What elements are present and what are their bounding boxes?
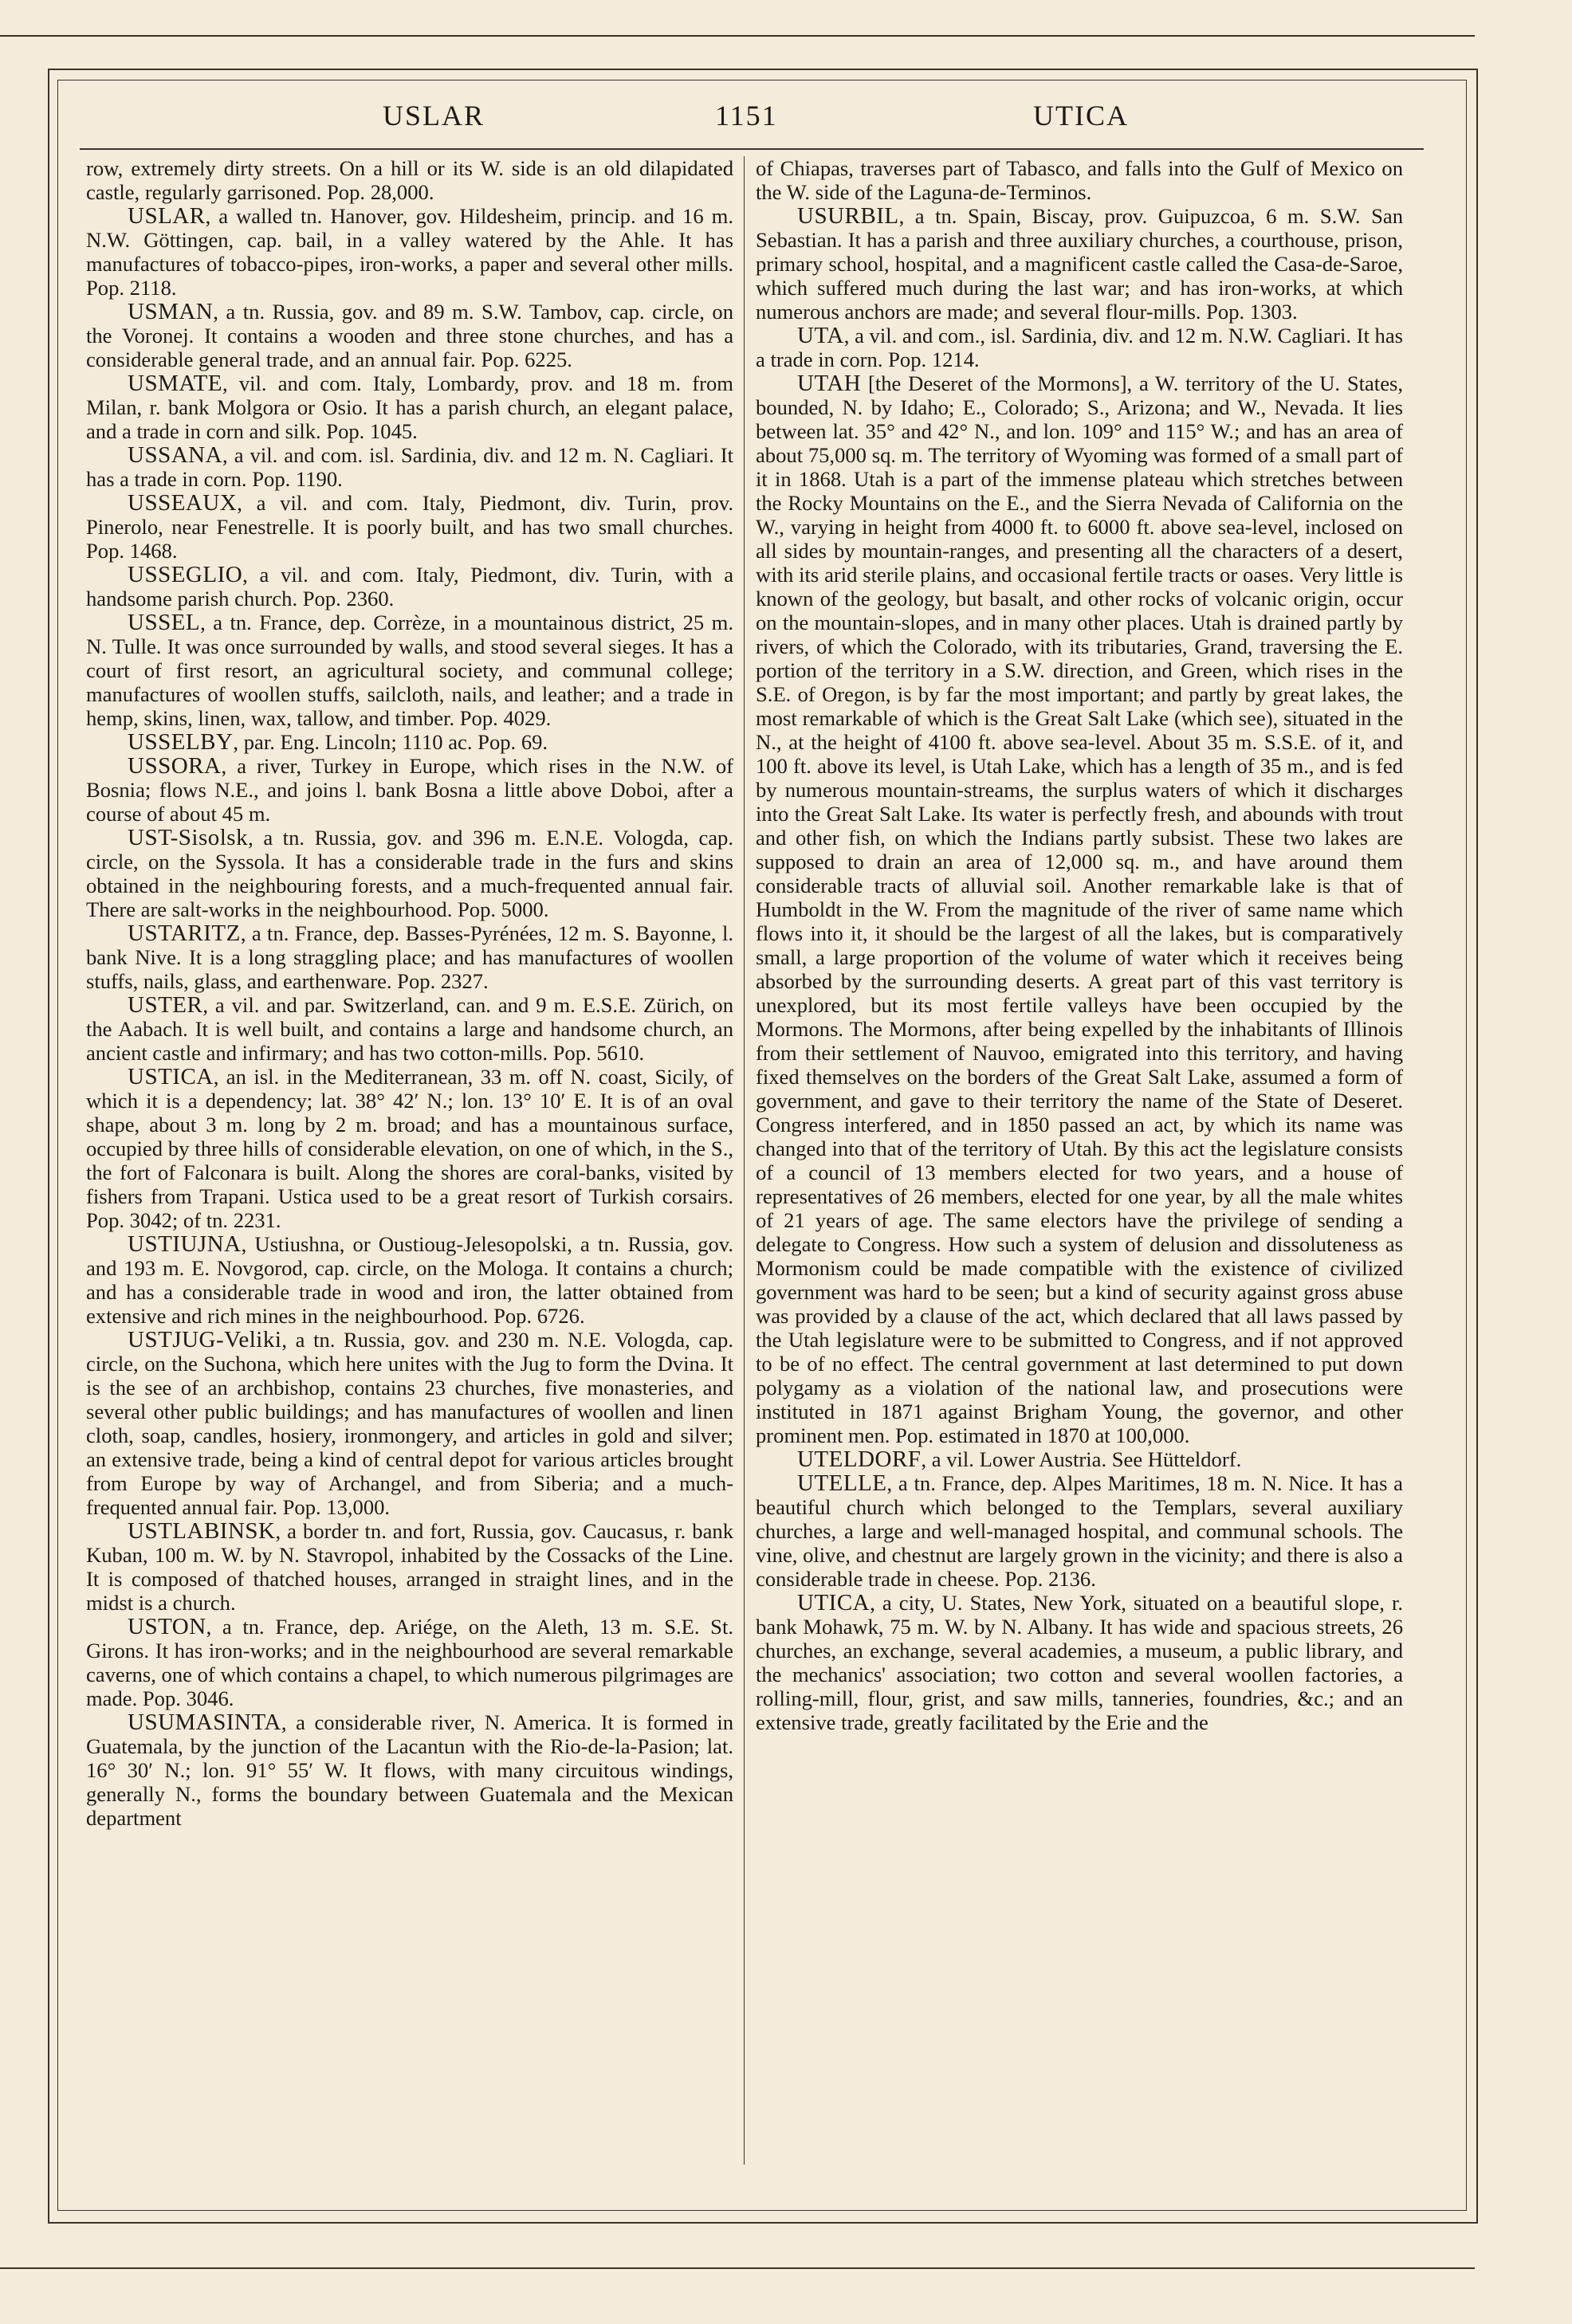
- entry-text: , a tn. Russia, gov. and 89 m. S.W. Tambov, cap. circle, on the Voronej. It contains a wooden and three stone churches, and has a considerable general trade, and an annual fair. Pop. 6225.: [86, 300, 733, 371]
- gazetteer-entry: [86, 921, 733, 993]
- gazetteer-entry: [86, 826, 733, 921]
- gazetteer-entry: [756, 1447, 1403, 1471]
- entry-headword: USUMASINTA: [128, 1710, 281, 1735]
- entry-headword: USSELBY: [128, 729, 234, 755]
- gazetteer-entry: [756, 1591, 1403, 1734]
- entry-text: , an isl. in the Mediterranean, 33 m. off N. coast, Sicily, of which it is a dependency; lat. 38° 42′ N.; lon. 13° 10′ E. It is of an oval shape, about 3 m. long by 2 m. broad; and has a mountainous surface, occupied by three hills of considerable elevation, on one of which, in the S., the fort of Falconara is built. Along the shores are coral-banks, visited by fishers from Trapani. Ustica used to be a great resort of Turkish corsairs. Pop. 3042; of tn. 2231.: [86, 1065, 733, 1232]
- entry-headword: USSEL: [128, 610, 201, 635]
- column-divider: [744, 156, 745, 2165]
- entry-headword: USURBIL: [797, 203, 899, 229]
- header-right-word: UTICA: [1033, 100, 1129, 132]
- top-rule: [0, 35, 1475, 37]
- entry-headword: USSEAUX: [128, 490, 238, 516]
- left-column: [86, 156, 733, 2196]
- gazetteer-entry: [86, 1615, 733, 1710]
- entry-text: , a tn. Russia, gov. and 396 m. E.N.E. Vologda, cap. circle, on the Syssola. It has a considerable trade in the furs and skins obtained in the neighbouring forests, and a much-frequented annual fair. There are salt-works in the neighbourhood. Pop. 5000.: [86, 826, 733, 921]
- entry-text: , a tn. France, dep. Basses-Pyrénées, 12 m. S. Bayonne, l. bank Nive. It is a long straggling place; and has manufactures of woollen stuffs, nails, glass, and earthenware. Pop. 2327.: [86, 921, 733, 993]
- entry-text: , a walled tn. Hanover, gov. Hildesheim, princip. and 16 m. N.W. Göttingen, cap. bail, in a valley watered by the Ahle. It has manufactures of tobacco-pipes, iron-works, a paper and several other mills. Pop. 2118.: [86, 204, 733, 300]
- entry-headword: USMAN: [128, 299, 214, 324]
- gazetteer-entry: [86, 300, 733, 371]
- entry-headword: USSEGLIO: [128, 562, 243, 587]
- entry-text: , a city, U. States, New York, situated on a beautiful slope, r. bank Mohawk, 75 m. W. by N. Albany. It has wide and spacious streets, 26 churches, an exchange, several academies, a museum, a public library, and the mechanics' association; two cotton and several woollen factories, a rolling-mill, flour, grist, and saw mills, tanneries, foundries, &c.; and an extensive trade, greatly facilitated by the Erie and the: [756, 1591, 1403, 1734]
- entry-text: , a vil. and com. Italy, Piedmont, div. Turin, with a handsome parish church. Pop. 2360.: [86, 563, 733, 610]
- entry-text: row, extremely dirty streets. On a hill or its W. side is an old dilapidated castle, regularly garrisoned. Pop. 28,000.: [86, 156, 733, 204]
- gazetteer-entry: [756, 371, 1403, 1447]
- entry-headword: USMATE: [128, 371, 223, 396]
- entry-headword: USTJUG-Veliki: [128, 1327, 282, 1352]
- gazetteer-entry: [86, 204, 733, 300]
- entry-text: , a tn. France, dep. Ariége, on the Aleth, 13 m. S.E. St. Girons. It has iron-works; and in the neighbourhood are several remarkable caverns, one of which contains a chapel, to which numerous pilgrimages are made. Pop. 3046.: [86, 1615, 733, 1710]
- gazetteer-entry: [86, 156, 733, 204]
- entry-text: , a vil. Lower Austria. See Hütteldorf.: [921, 1447, 1242, 1471]
- gazetteer-entry: [86, 1328, 733, 1519]
- entry-text: , a vil. and par. Switzerland, can. and 9 m. E.S.E. Zürich, on the Aabach. It is well built, and contains a large and handsome church, an ancient castle and infirmary; and has two cotton-mills. Pop. 5610.: [86, 993, 733, 1065]
- entry-text: , par. Eng. Lincoln; 1110 ac. Pop. 69.: [233, 730, 548, 754]
- gazetteer-entry: [756, 204, 1403, 324]
- gazetteer-entry: [86, 371, 733, 443]
- entry-text: , a vil. and com. isl. Sardinia, div. and 12 m. N. Cagliari. It has a trade in corn. Pop. 1190.: [86, 443, 733, 491]
- gazetteer-entry: [86, 1519, 733, 1615]
- gazetteer-entry: [86, 610, 733, 730]
- entry-headword: UTELDORF: [797, 1447, 922, 1472]
- gazetteer-entry: [86, 1710, 733, 1830]
- entry-headword: USTIUJNA: [128, 1231, 242, 1257]
- entry-headword: USLAR: [128, 203, 206, 229]
- gazetteer-entry: [756, 156, 1403, 204]
- entry-text: , a river, Turkey in Europe, which rises in the N.W. of Bosnia; flows N.E., and joins l. bank Bosna a little above Doboi, after a course of about 45 m.: [86, 754, 733, 826]
- gazetteer-entry: [86, 1232, 733, 1328]
- right-column: [756, 156, 1403, 2196]
- entry-text: , a tn. Spain, Biscay, prov. Guipuzcoa, 6 m. S.W. San Sebastian. It has a parish and three auxiliary churches, a courthouse, prison, primary school, hospital, and a magnificent castle called the Casa-de-Saroe, which suffered much during the last war; and has iron-works, at which numerous anchors are made; and several flour-mills. Pop. 1303.: [756, 204, 1403, 324]
- entry-headword: UTA: [797, 323, 844, 348]
- entry-headword: UST-Sisolsk: [128, 825, 249, 850]
- entry-text: , a tn. France, dep. Alpes Maritimes, 18 m. N. Nice. It has a beautiful church which belonged to the Templars, several auxiliary churches, a large and well-managed hospital, and communal schools. The vine, olive, and chestnut are largely grown in the vicinity; and there is also a considerable trade in cheese. Pop. 2136.: [756, 1471, 1403, 1591]
- entry-text: , a vil. and com., isl. Sardinia, div. and 12 m. N.W. Cagliari. It has a trade in corn. Pop. 1214.: [756, 324, 1403, 371]
- header-left-word: USLAR: [383, 100, 485, 132]
- header-rule: [80, 148, 1424, 150]
- entry-text: , a tn. France, dep. Corrèze, in a mountainous district, 25 m. N. Tulle. It was once surrounded by walls, and stood several sieges. It has a court of first resort, an agricultural society, and communal college; manufactures of woollen stuffs, sailcloth, nails, and leather; and a trade in hemp, skins, linen, wax, tallow, and timber. Pop. 4029.: [86, 610, 733, 730]
- gazetteer-entry: [86, 563, 733, 610]
- entry-text: , a vil. and com. Italy, Piedmont, div. Turin, prov. Pinerolo, near Fenestrelle. It is poorly built, and has two small churches. Pop. 1468.: [86, 491, 733, 563]
- entry-headword: UTAH: [797, 371, 862, 396]
- bottom-rule: [0, 2267, 1475, 2269]
- entry-headword: USTLABINSK: [128, 1518, 276, 1544]
- entry-headword: UTICA: [797, 1590, 870, 1615]
- entry-headword: USSORA: [128, 753, 222, 779]
- page-number: 1151: [715, 100, 778, 132]
- entry-text: , vil. and com. Italy, Lombardy, prov. and 18 m. from Milan, r. bank Molgora or Osio. It has a parish church, an elegant palace, and a trade in corn and silk. Pop. 1045.: [86, 371, 733, 443]
- entry-headword: UTELLE: [797, 1470, 887, 1496]
- entry-text: [the Deseret of the Mormons], a W. territory of the U. States, bounded, N. by Idaho; E., Colorado; S., Arizona; and W., Nevada. It lies between lat. 35° and 42° N., and lon. 109° and 115° W.; and has an area of about 75,000 sq. m. The territory of Wyoming was formed of a small part of it in 1868. Utah is a part of the immense plateau which stretches between the Rocky Mountains on the E., and the Sierra Nevada of California on the W., varying in height from 4000 ft. to 6000 ft. above sea-level, inclosed on all sides by mountain-ranges, and presenting all the characters of a desert, with its arid sterile plains, and occasional fertile tracts or oases. Very little is known of the geology, but basalt, and other rocks of volcanic origin, occur on the mountain-slopes, and in many other places. Utah is drained partly by rivers, of which the Colorado, with its tributaries, Grand, traversing the E. portion of the territory in a S.W. direction, and Green, which rises in the S.E. of Oregon, is by far the most important; and partly by great lakes, the most remarkable of which is the Great Salt Lake (which see), situated in the N., at the height of 4100 ft. above sea-level. About 35 m. S.S.E. of it, and 100 ft. above its level, is Utah Lake, which has a length of 35 m., and is fed by numerous mountain-streams, the surplus waters of which it discharges into the Great Salt Lake. Its water is perfectly fresh, and abounds with trout and other fish, on which the Indians partly subsist. These two lakes are supposed to drain an area of 12,000 sq. m., and have around them considerable tracts of alluvial soil. Another remarkable lake is that of Humboldt in the W. From the magnitude of the river of same name which flows into it, it should be the largest of all the lakes, but is comparatively small, a large proportion of the volume of water which it receives being absorbed by the surrounding deserts. A great part of this vast territory is unexplored, but its most fertile valleys have been occupied by the Mormons. The Mormons, after being expelled by the inhabitants of Illinois from their settlement of Nauvoo, emigrated into this territory, and having fixed themselves on the borders of the Great Salt Lake, assumed a form of government, and gave to their territory the name of the State of Deseret. Congress interfered, and in 1850 passed an act, by which its name was changed into that of the territory of Utah. By this act the legislature consists of a council of 13 members elected for two years, and a house of representatives of 26 members, elected for one year, by all the male whites of 21 years of age. The same electors have the privilege of sending a delegate to Congress. How such a system of delusion and dissoluteness as Mormonism could be made compatible with the existence of civilized government was hard to be seen; but a kind of security against gross abuse was provided by a clause of the act, which declared that all laws passed by the Utah legislature were to be submitted to Congress, and if not approved to be of no effect. The central government at last determined to put down polygamy as a violation of the national law, and prosecutions were instituted in 1871 against Brigham Young, the governor, and other prominent men. Pop. estimated in 1870 at 100,000.: [756, 371, 1403, 1447]
- entry-text: of Chiapas, traverses part of Tabasco, and falls into the Gulf of Mexico on the W. side of the Laguna-de-Terminos.: [756, 156, 1403, 204]
- entry-text: , a tn. Russia, gov. and 230 m. N.E. Vologda, cap. circle, on the Suchona, which here unites with the Jug to form the Dvina. It is the see of an archbishop, contains 23 churches, five monasteries, and several other public buildings; and has manufactures of woollen and linen cloth, soap, candles, hosiery, ironmongery, and articles in gold and silver; an extensive trade, being a kind of central depot for various articles brought from Europe by way of Archangel, and from Siberia; and a much-frequented annual fair. Pop. 13,000.: [86, 1328, 733, 1519]
- gazetteer-entry: [86, 993, 733, 1065]
- gazetteer-entry: [756, 324, 1403, 371]
- gazetteer-entry: [86, 730, 733, 754]
- entry-headword: USTICA: [128, 1064, 214, 1089]
- running-header: [80, 99, 1424, 143]
- entry-headword: USSANA: [128, 442, 223, 468]
- entry-headword: USTON: [128, 1614, 206, 1639]
- gazetteer-entry: [756, 1471, 1403, 1591]
- entry-text: , Ustiushna, or Oustioug-Jelesopolski, a tn. Russia, gov. and 193 m. E. Novgorod, cap. circle, on the Mologa. It contains a church; and has a considerable trade in wood and iron, the latter obtained from extensive and rich mines in the neighbourhood. Pop. 6726.: [86, 1232, 733, 1328]
- entry-headword: USTARITZ: [128, 921, 241, 946]
- gazetteer-entry: [86, 1065, 733, 1232]
- entry-text: , a border tn. and fort, Russia, gov. Caucasus, r. bank Kuban, 100 m. W. by N. Stavropol, inhabited by the Cossacks of the Line. It is composed of thatched houses, arranged in straight lines, and in the midst is a church.: [86, 1519, 733, 1615]
- gazetteer-entry: [86, 754, 733, 826]
- gazetteer-entry: [86, 443, 733, 491]
- entry-text: , a considerable river, N. America. It is formed in Guatemala, by the junction of the Lacantun with the Rio-de-la-Pasion; lat. 16° 30′ N.; lon. 91° 55′ W. It flows, with many circuitous windings, generally N., forms the boundary between Guatemala and the Mexican department: [86, 1710, 733, 1830]
- entry-headword: USTER: [128, 992, 203, 1018]
- gazetteer-entry: [86, 491, 733, 563]
